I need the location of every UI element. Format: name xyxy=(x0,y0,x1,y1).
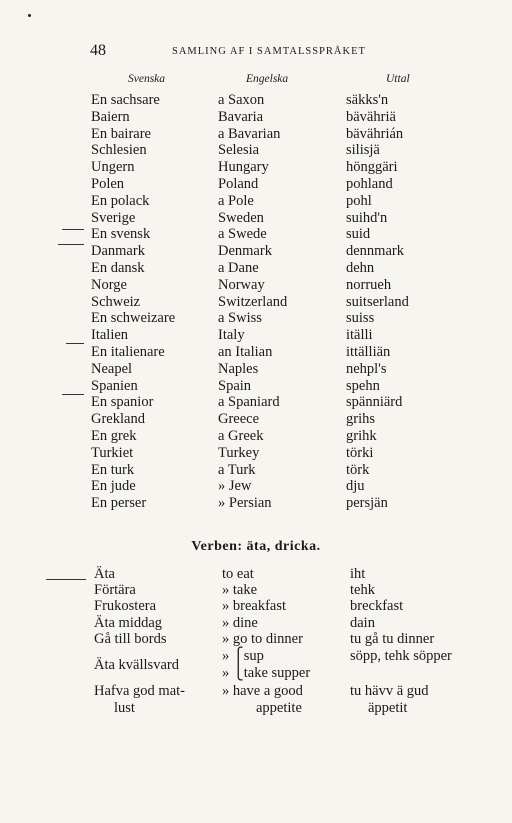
section-title: Verben: äta, dricka. xyxy=(191,539,321,554)
word-swedish: Schlesien xyxy=(91,142,147,159)
word-row xyxy=(0,361,512,378)
word-row xyxy=(0,159,512,176)
word-pronunciation: persjän xyxy=(346,495,388,512)
verb-english-line2: » ⎩take supper xyxy=(222,665,311,681)
verb-pronunciation-line2: äppetit xyxy=(368,700,408,716)
word-pronunciation: nehpl's xyxy=(346,360,387,377)
word-row xyxy=(0,294,512,311)
verb-english: » dine xyxy=(222,614,258,631)
word-english: Selesia xyxy=(218,142,260,159)
word-row xyxy=(0,310,512,327)
word-swedish: En svensk xyxy=(91,226,151,243)
word-pronunciation: silisjä xyxy=(346,142,380,159)
word-swedish: Sverige xyxy=(91,209,136,226)
verb-pronunciation: söpp, tehk söpper xyxy=(350,648,452,664)
word-english: a Saxon xyxy=(218,92,265,108)
verb-row xyxy=(0,615,512,632)
word-row xyxy=(0,495,512,512)
word-pronunciation: bävährián xyxy=(346,125,404,142)
word-swedish: Norge xyxy=(91,276,127,293)
word-swedish: En dansk xyxy=(91,260,145,276)
word-swedish: Danmark xyxy=(91,243,145,260)
word-english: Switzerland xyxy=(218,293,288,310)
word-swedish: Schweiz xyxy=(91,293,141,310)
word-english: Naples xyxy=(218,360,259,377)
word-pronunciation: dju xyxy=(346,478,365,495)
verb-swedish: Frukostera xyxy=(94,598,157,615)
page-number: 48 xyxy=(90,42,106,59)
word-row xyxy=(0,411,512,428)
verb-pronunciation: iht xyxy=(350,566,366,582)
verb-pronunciation-line1: tu hävv ä gud xyxy=(350,683,429,699)
word-swedish: Polen xyxy=(91,176,125,192)
word-row xyxy=(0,193,512,210)
word-pronunciation: suid xyxy=(346,226,371,243)
verb-swedish: Gå till bords xyxy=(94,630,167,647)
verb-swedish-line1: Hafva god mat- xyxy=(94,683,185,699)
verb-swedish: Äta xyxy=(94,566,115,582)
word-swedish: Ungern xyxy=(91,159,135,176)
margin-mark xyxy=(62,229,84,230)
word-row xyxy=(0,126,512,143)
running-title: SAMLING AF I SAMTALSSPRÅKET xyxy=(172,46,366,57)
word-swedish: En bairare xyxy=(91,125,151,142)
word-row xyxy=(0,92,512,109)
word-row xyxy=(0,260,512,277)
word-row xyxy=(0,478,512,495)
word-pronunciation: suiss xyxy=(346,310,375,327)
word-pronunciation: spänniärd xyxy=(346,394,403,411)
word-english: Sweden xyxy=(218,209,264,226)
word-english: an Italian xyxy=(218,344,273,360)
word-pronunciation: grihk xyxy=(346,428,377,444)
word-english: Poland xyxy=(218,176,259,192)
verb-row xyxy=(0,683,512,716)
word-row xyxy=(0,176,512,193)
verb-swedish: Äta middag xyxy=(94,614,163,631)
word-row xyxy=(0,428,512,445)
verb-english: » take xyxy=(222,582,258,599)
column-header-engelska: Engelska xyxy=(246,73,289,85)
word-english: a Swede xyxy=(218,226,267,243)
verb-swedish: Förtära xyxy=(94,582,136,599)
word-swedish: En perser xyxy=(91,495,147,512)
word-english: Turkey xyxy=(218,444,260,461)
word-row xyxy=(0,327,512,344)
word-english: Italy xyxy=(218,327,245,344)
word-english: a Dane xyxy=(218,260,259,276)
verb-english-line2: appetite xyxy=(256,700,302,716)
word-pronunciation: säkks'n xyxy=(346,92,389,108)
word-english: Spain xyxy=(218,377,252,394)
word-pronunciation: ittälliän xyxy=(346,344,391,360)
verb-pronunciation: dain xyxy=(350,614,375,631)
verb-swedish: Äta kvällsvard xyxy=(94,657,179,673)
word-swedish: En grek xyxy=(91,428,137,444)
word-english: Hungary xyxy=(218,159,269,176)
word-english: Norway xyxy=(218,276,265,293)
margin-mark xyxy=(66,343,84,344)
word-row xyxy=(0,394,512,411)
verb-pronunciation: tu gå tu dinner xyxy=(350,630,435,647)
verb-row xyxy=(0,566,512,583)
ink-speck xyxy=(28,14,31,17)
word-swedish: Baiern xyxy=(91,108,130,125)
word-row xyxy=(0,109,512,126)
word-swedish: En jude xyxy=(91,478,136,495)
word-english: » Jew xyxy=(218,478,252,495)
word-row xyxy=(0,462,512,479)
word-swedish: En turk xyxy=(91,461,135,478)
verb-row xyxy=(0,631,512,648)
word-pronunciation: itälli xyxy=(346,327,373,344)
word-row xyxy=(0,277,512,294)
verb-row xyxy=(0,582,512,599)
word-english: Greece xyxy=(218,411,260,428)
word-row xyxy=(0,378,512,395)
word-row xyxy=(0,142,512,159)
word-english: » Persian xyxy=(218,495,272,512)
word-english: a Swiss xyxy=(218,310,262,327)
word-english: a Spaniard xyxy=(218,394,280,411)
word-pronunciation: suitserland xyxy=(346,293,409,310)
word-pronunciation: törk xyxy=(346,461,370,478)
word-pronunciation: pohl xyxy=(346,192,372,209)
verb-english: to eat xyxy=(222,566,254,582)
verb-row xyxy=(0,598,512,615)
margin-mark xyxy=(58,244,84,245)
word-swedish: En italienare xyxy=(91,344,165,360)
word-pronunciation: pohland xyxy=(346,176,393,192)
word-english: a Greek xyxy=(218,428,264,444)
word-row xyxy=(0,445,512,462)
word-swedish: Turkiet xyxy=(91,444,134,461)
word-swedish: Italien xyxy=(91,327,129,344)
word-pronunciation: bävähriä xyxy=(346,108,396,125)
word-pronunciation: spehn xyxy=(346,377,380,394)
word-swedish: Spanien xyxy=(91,377,138,394)
word-swedish: En spanior xyxy=(91,394,154,411)
verb-pronunciation: tehk xyxy=(350,582,375,599)
word-swedish: En polack xyxy=(91,192,150,209)
word-pronunciation: hönggäri xyxy=(346,159,398,176)
verb-swedish-line2: lust xyxy=(114,700,135,716)
word-pronunciation: dehn xyxy=(346,260,375,276)
verb-english-line1: » have a good xyxy=(222,683,303,699)
verb-row xyxy=(0,648,512,681)
word-pronunciation: norrueh xyxy=(346,276,392,293)
word-swedish: En sachsare xyxy=(91,92,160,108)
word-pronunciation: dennmark xyxy=(346,243,404,260)
word-row xyxy=(0,344,512,361)
word-english: a Turk xyxy=(218,461,256,478)
word-swedish: Grekland xyxy=(91,411,145,428)
word-pronunciation: törki xyxy=(346,444,374,461)
verb-pronunciation: breckfast xyxy=(350,598,404,615)
verb-english-line1: » ⎧sup xyxy=(222,648,264,664)
word-english: a Bavarian xyxy=(218,125,281,142)
word-swedish: Neapel xyxy=(91,360,133,377)
word-swedish: En schweizare xyxy=(91,310,176,327)
verb-english: » breakfast xyxy=(222,598,287,615)
word-english: Denmark xyxy=(218,243,272,260)
word-row xyxy=(0,243,512,260)
word-pronunciation: suihd'n xyxy=(346,209,388,226)
margin-mark xyxy=(62,394,84,395)
column-header-uttal: Uttal xyxy=(386,73,410,85)
word-english: Bavaria xyxy=(218,108,264,125)
column-header-svenska: Svenska xyxy=(128,73,166,85)
word-english: a Pole xyxy=(218,192,254,209)
verb-english: » go to dinner xyxy=(222,630,303,647)
word-row xyxy=(0,210,512,227)
word-pronunciation: grihs xyxy=(346,411,375,428)
